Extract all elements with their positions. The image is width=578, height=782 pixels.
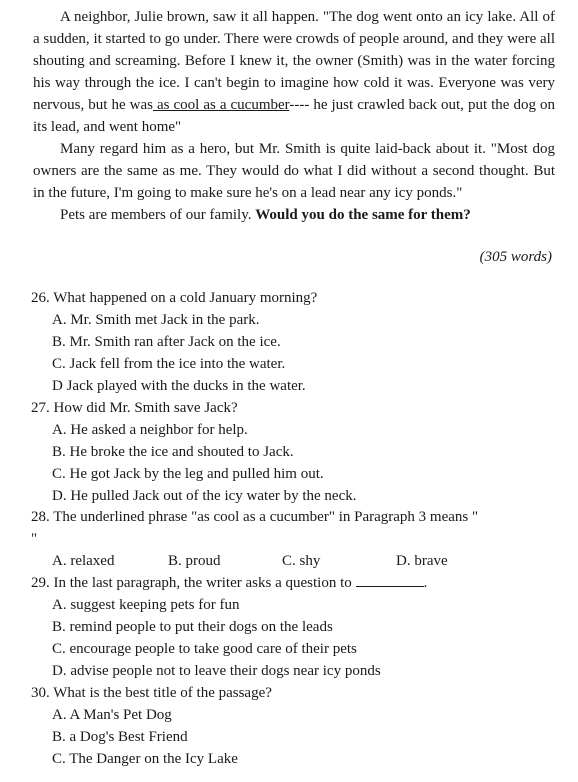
question-27-option-d[interactable]: D. He pulled Jack out of the icy water by the neck. [52, 488, 357, 504]
question-28-option-d[interactable]: D. brave [396, 553, 448, 569]
question-28-option-b[interactable]: B. proud [168, 553, 221, 569]
question-28-option-c[interactable]: C. shy [282, 553, 321, 569]
paragraph-1-text-b: ---- he just crawled back out, put the dog on its lead, and went home" [33, 97, 555, 135]
word-count: (305 words) [479, 249, 552, 265]
underlined-phrase: as cool as a cucumber [152, 97, 290, 113]
question-27-option-b[interactable]: B. He broke the ice and shouted to Jack. [52, 444, 294, 460]
question-29-stem-text: 29. In the last paragraph, the writer asks a question to [31, 575, 356, 591]
question-26-stem: 26. What happened on a cold January morning? [31, 290, 318, 306]
question-29-option-c[interactable]: C. encourage people to take good care of their pets [52, 641, 357, 657]
question-26-option-c[interactable]: C. Jack fell from the ice into the water. [52, 356, 286, 372]
paragraph-1-text-a: A neighbor, Julie brown, saw it all happen. "The dog went onto an icy lake. All of a sudden, it started to go under. There were crowds of people around, and they were all shouting and screaming. Before I knew it, the owner (Smith) was in the water forcing his way through the ice. I can't begin to imagine how cold it was. Everyone was very nervous, but he was [33, 9, 555, 113]
question-29-option-d[interactable]: D. advise people not to leave their dogs near icy ponds [52, 663, 381, 679]
question-28-stem-line-1: 28. The underlined phrase "as cool as a cucumber" in Paragraph 3 means " [31, 509, 479, 525]
passage-paragraph-3 [60, 204, 555, 226]
question-26-option-d[interactable]: D Jack played with the ducks in the water. [52, 378, 306, 394]
passage-paragraph-2: Many regard him as a hero, but Mr. Smith is quite laid-back about it. "Most dog owners are the same as me. They would do what I did without a second thought. But in the future, I'm going to make sure he's on a lead near any icy ponds." [33, 141, 555, 201]
question-30-option-c[interactable]: C. The Danger on the Icy Lake [52, 751, 238, 767]
answer-blank[interactable] [356, 572, 424, 587]
question-29-option-b[interactable]: B. remind people to put their dogs on the leads [52, 619, 333, 635]
question-28-option-a[interactable]: A. relaxed [52, 553, 115, 569]
question-27-option-a[interactable]: A. He asked a neighbor for help. [52, 422, 248, 438]
question-30-stem: 30. What is the best title of the passage? [31, 685, 272, 701]
question-27-stem: 27. How did Mr. Smith save Jack? [31, 400, 238, 416]
question-26-option-b[interactable]: B. Mr. Smith ran after Jack on the ice. [52, 334, 281, 350]
question-26-option-a[interactable]: A. Mr. Smith met Jack in the park. [52, 312, 260, 328]
question-28-stem [31, 506, 555, 550]
question-29-stem-end: . [423, 575, 428, 591]
question-29-option-a[interactable]: A. suggest keeping pets for fun [52, 597, 240, 613]
paragraph-3-lead: Pets are members of our family. [60, 207, 256, 223]
question-30-option-b[interactable]: B. a Dog's Best Friend [52, 729, 188, 745]
question-28-stem-line-2: " [31, 531, 38, 547]
passage-paragraph-1 [33, 6, 555, 138]
paragraph-3-question: Would you do the same for them? [255, 207, 471, 223]
question-29-stem [31, 572, 427, 594]
question-30-option-a[interactable]: A. A Man's Pet Dog [52, 707, 172, 723]
question-27-option-c[interactable]: C. He got Jack by the leg and pulled him out. [52, 466, 324, 482]
